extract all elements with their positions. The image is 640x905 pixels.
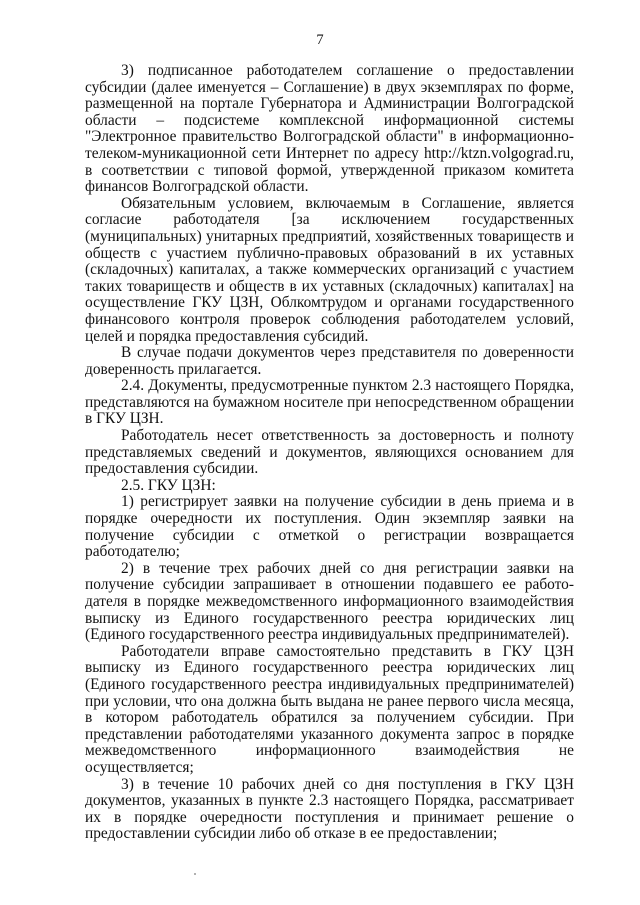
paragraph-mandatory-condition: Обязательным условием, включаемым в Соглашение, является согласие работодателя [за исключением государственных (муниципальных) унитарных предприятий, хозяйственных товариществ и обществ с участием публично-правовых образований в их уставных (складочных) капиталах, а также коммерческих организаций с участием таких товариществ и обществ в их уставных (складочных) капиталах] на осуществление ГКУ ЦЗН, Облкомтрудом и органами государственного финансового контроля проверок соблюдения работодателем условий, целей и порядка предоставления субсидий. [85, 194, 574, 345]
paragraph-registers-applications: 1) регистрирует заявки на получение субсидии в день приема и в порядке очередности их поступления. Один экземпляр заявки на получение субсидии с отметкой о регистрации возвращается работодателю; [85, 493, 574, 561]
scan-speck [194, 873, 196, 875]
page-number: 7 [316, 32, 324, 48]
paragraph-2-4: 2.4. Документы, предусмотренные пунктом 2.3 настоящего Порядка, представляются на бумажном носителе при непосредственном обращении в ГКУ ЦЗН. [85, 377, 574, 428]
paragraph-2-5-heading: 2.5. ГКУ ЦЗН: [121, 476, 216, 494]
paragraph-power-of-attorney: В случае подачи документов через представителя по доверенности доверенность прилагается. [85, 344, 574, 378]
paragraph-employers-may-submit: Работодатели вправе самостоятельно представить в ГКУ ЦЗН выписку из Единого государственного реестра юридических лиц (Единого государственного реестра индивидуальных предпринимателей) при условии, что она должна быть выдана не ранее первого числа месяца, в котором работодатель обратился за получением субсидии. При представлении работодателями указанного документа запрос в порядке межведомственного информационного взаимодействия не осуществляется; [85, 642, 574, 776]
paragraph-signed-agreement: 3) подписанное работодателем соглашение о предоставлении субсидии (далее именуется – Соглашение) в двух экземплярах по форме, размещенной на портале Губернатора и Администрации Волгоградской области – подсистеме комплексной информационной системы "Электронное правительство Волгоградской области" в информационно-телеком-муникационной сети Интернет по адресу http://ktzn.volgograd.ru, в соответствии с типовой формой, утвержденной приказом комитета финансов Волгоградской области. [85, 62, 574, 196]
paragraph-requests-extract: 2) в течение трех рабочих дней со дня регистрации заявки на получение субсидии запрашивает в отношении подавшего ее работо-дателя в порядке межведомственного информационного взаимодействия выписку из Единого государственного реестра юридических лиц (Единого государственного реестра индивидуальных предпринимателей). [85, 559, 574, 644]
paragraph-reviews-documents: 3) в течение 10 рабочих дней со дня поступления в ГКУ ЦЗН документов, указанных в пункте 2.3 настоящего Порядка, рассматривает их в порядке очередности поступления и принимает решение о предоставлении субсидии либо об отказе в ее предоставлении; [85, 775, 574, 843]
document-body [85, 63, 574, 843]
paragraph-employer-responsibility: Работодатель несет ответственность за достоверность и полноту представляемых сведений и документов, являющихся основанием для предоставления субсидии. [85, 427, 574, 478]
